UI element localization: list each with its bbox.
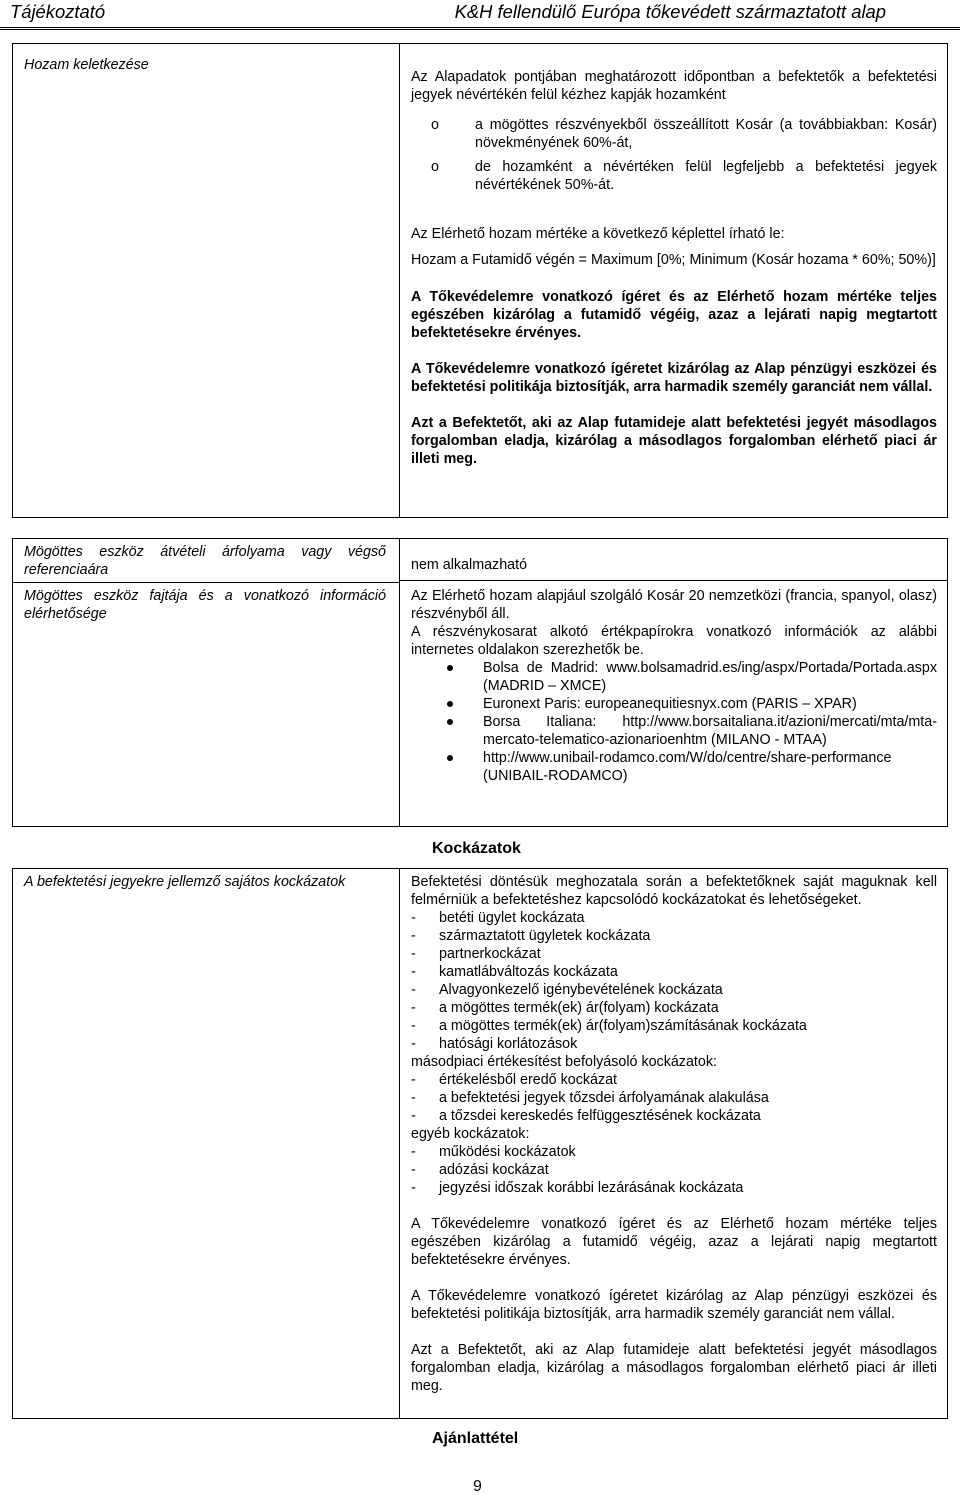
hozam-bold-p3: Azt a Befektetőt, aki az Alap futamideje alatt befektetési jegyét másodlagos forgalomban eladja, kizárólag a másodlagos forgalomban elérhető piaci ár illeti meg. (411, 415, 937, 467)
risk-item: - a mögöttes termék(ek) ár(folyam) kockázata (411, 1000, 719, 1016)
page-header (0, 0, 960, 26)
hozam-bold-p1: A Tőkevédelemre vonatkozó ígéret és az Elérhető hozam mértéke teljes egészében kizárólag a futamidő végéig, azaz a lejárati napig megtartott befektetésekre érvényes. (411, 289, 937, 341)
exchange-link-item: http://www.unibail-rodamco.com/W/do/centre/share-performance (UNIBAIL-RODAMCO) (411, 749, 937, 785)
hozam-content (411, 68, 937, 468)
hozam-bold-p2: A Tőkevédelemre vonatkozó ígéretet kizárólag az Alap pénzügyi eszközei és befektetési politikája biztosítják, arra harmadik személy garanciát nem vállal. (411, 361, 937, 395)
mogottes-row-divider-left (12, 582, 400, 583)
risk-item: - hatósági korlátozások (411, 1036, 578, 1052)
mogottes-row-divider-right (399, 580, 948, 581)
risk-item: - a tőzsdei kereskedés felfüggesztésének kockázata (411, 1108, 761, 1124)
kockazatok-sub2-title: másodpiaci értékesítést befolyásoló kockázatok: (411, 1054, 717, 1070)
kockazatok-sub3-title: egyéb kockázatok: (411, 1126, 530, 1142)
hozam-bullets (411, 116, 937, 194)
exchange-link-item: Bolsa de Madrid: www.bolsamadrid.es/ing/aspx/Portada/Portada.aspx (MADRID – XMCE) (411, 659, 937, 695)
kockazatok-divider (399, 868, 400, 1419)
hozam-bullet: o de hozamként a névértéken felül legfeljebb a befektetési jegyek névértékének 50%-át. (431, 159, 937, 193)
fajta-p1: Az Elérhető hozam alapjául szolgáló Kosár 20 nemzetközi (francia, spanyol, olasz) részvényből áll. (411, 588, 937, 622)
bullet-dot-icon (447, 665, 453, 671)
kockazatok-label: A befektetési jegyekre jellemző sajátos kockázatok (24, 874, 346, 890)
header-right-title: K&H fellendülő Európa tőkevédett származtatott alap (454, 1, 886, 22)
arfolyam-value: nem alkalmazható (411, 557, 528, 573)
fajta-content (411, 587, 937, 785)
circle-bullet-icon: o (431, 117, 439, 133)
kockazatok-list3 (411, 1143, 937, 1197)
header-left-title: Tájékoztató (10, 1, 106, 22)
arfolyam-label: Mögöttes eszköz átvételi árfolyama vagy végső referenciaára (24, 544, 386, 578)
kockazatok-heading: Kockázatok (432, 840, 521, 857)
bullet-dot-icon (447, 755, 453, 761)
exchange-links (411, 659, 937, 785)
kockazatok-p3: Azt a Befektetőt, aki az Alap futamideje alatt befektetési jegyét másodlagos forgalomban eladja, kizárólag a másodlagos forgalomban elérhető piaci ár illeti meg. (411, 1342, 937, 1394)
exchange-link-item: Euronext Paris: europeanequitiesnyx.com (PARIS – XPAR) (411, 695, 937, 713)
hozam-label: Hozam keletkezése (24, 57, 149, 73)
kockazatok-content (411, 873, 937, 1395)
risk-item: - adózási kockázat (411, 1162, 549, 1178)
kockazatok-p2: A Tőkevédelemre vonatkozó ígéretet kizárólag az Alap pénzügyi eszközei és befektetési politikája biztosítják, arra harmadik személy garanciát nem vállal. (411, 1288, 937, 1322)
risk-item: - származtatott ügyletek kockázata (411, 928, 651, 944)
ajanlattetel-heading: Ajánlattétel (432, 1430, 519, 1447)
bullet-dot-icon (447, 701, 453, 707)
hozam-bullet: o a mögöttes részvényekből összeállított Kosár (a továbbiakban: Kosár) növekményének 60%-át, (431, 117, 937, 151)
risk-item: - jegyzési időszak korábbi lezárásának kockázata (411, 1180, 744, 1196)
formula-intro: Az Elérhető hozam mértéke a következő képlettel írható le: (411, 226, 785, 242)
risk-item: - a befektetési jegyek tőzsdei árfolyamának alakulása (411, 1090, 769, 1106)
risk-item: - Alvagyonkezelő igénybevételének kockázata (411, 982, 723, 998)
risk-item: - a mögöttes termék(ek) ár(folyam)számításának kockázata (411, 1018, 807, 1034)
circle-bullet-icon: o (431, 159, 439, 175)
kockazatok-p1: A Tőkevédelemre vonatkozó ígéret és az Elérhető hozam mértéke teljes egészében kizárólag a futamidő végéig, azaz a lejárati napig megtartott befektetésekre érvényes. (411, 1216, 937, 1268)
exchange-link-item: Borsa Italiana: http://www.borsaitaliana.it/azioni/mercati/mta/mta-mercato-telematico-azionarioenhtm (MILANO - MTAA) (411, 713, 937, 749)
risk-item: - kamatlábváltozás kockázata (411, 964, 618, 980)
kockazatok-list1 (411, 909, 937, 1053)
hozam-divider (399, 43, 400, 518)
risk-item: - partnerkockázat (411, 946, 541, 962)
risk-item: - értékelésből eredő kockázat (411, 1072, 618, 1088)
risk-item: - betéti ügylet kockázata (411, 910, 585, 926)
formula: Hozam a Futamidő végén = Maximum [0%; Minimum (Kosár hozama * 60%; 50%)] (411, 252, 936, 268)
kockazatok-list2 (411, 1071, 937, 1125)
header-rule-double (0, 29, 960, 30)
kockazatok-intro: Befektetési döntésük meghozatala során a befektetőknek saját maguknak kell felmérniük a befektetéshez kapcsolódó kockázatokat és lehetőségeket. (411, 874, 937, 908)
fajta-label: Mögöttes eszköz fajtája és a vonatkozó információ elérhetősége (24, 588, 386, 622)
bullet-dot-icon (447, 719, 453, 725)
risk-item: - működési kockázatok (411, 1144, 576, 1160)
header-rule (0, 27, 960, 28)
hozam-intro: Az Alapadatok pontjában meghatározott időpontban a befektetők a befektetési jegyek névértékén felül kézhez kapják hozamként (411, 69, 937, 103)
page-number: 9 (473, 1478, 482, 1495)
fajta-p2: A részvénykosarat alkotó értékpapírokra vonatkozó információk az alábbi internetes oldalakon szerezhetők be. (411, 624, 937, 658)
